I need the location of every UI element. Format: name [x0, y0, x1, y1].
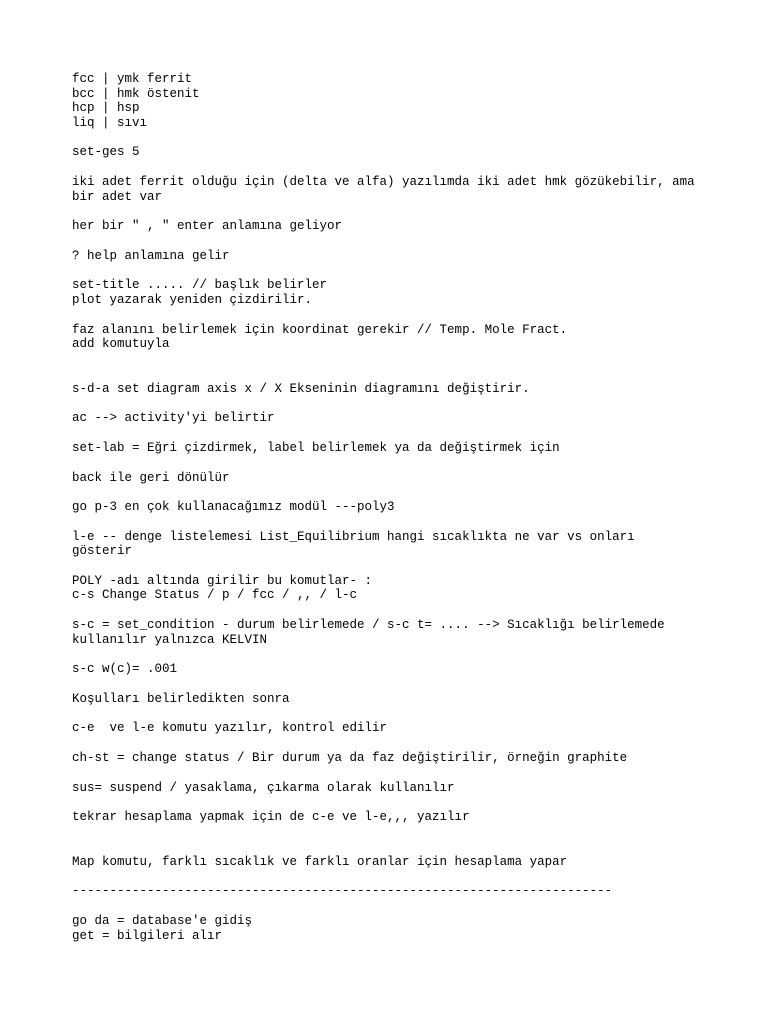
text-line: kullanılır yalnızca KELVIN — [72, 632, 268, 647]
text-line: go da = database'e gidiş — [72, 914, 253, 928]
text-line: gösterir — [72, 544, 133, 559]
text-line: sus= suspend / yasaklama, çıkarma olarak kullanılır — [72, 780, 455, 795]
text-line: iki adet ferrit olduğu için (delta ve alfa) yazılımda iki adet hmk gözükebilir, ama — [72, 174, 695, 189]
paragraph — [72, 471, 712, 486]
text-line: go p-3 en çok kullanacağımız modül ---poly3 — [72, 500, 395, 515]
paragraph — [72, 219, 712, 234]
text-line: fcc | ymk ferrit — [72, 72, 193, 86]
paragraph — [72, 855, 712, 870]
paragraph — [72, 411, 712, 426]
paragraph — [72, 810, 712, 825]
text-line: liq | sıvı — [72, 115, 148, 130]
text-line: tekrar hesaplama yapmak için de c-e ve l-e,,, yazılır — [72, 810, 470, 825]
paragraph — [72, 500, 712, 515]
paragraph — [72, 175, 712, 204]
text-line: s-c w(c)= .001 — [72, 662, 178, 677]
text-line: get = bilgileri alır — [72, 928, 223, 943]
paragraph — [72, 278, 712, 307]
text-line: ac --> activity'yi belirtir — [72, 411, 275, 426]
paragraph — [72, 530, 712, 559]
paragraph — [72, 618, 712, 647]
paragraph — [72, 382, 712, 397]
text-line: plot yazarak yeniden çizdirilir. — [72, 292, 313, 307]
paragraph — [72, 914, 712, 943]
text-line: Map komutu, farklı sıcaklık ve farklı oranlar için hesaplama yapar — [72, 854, 568, 869]
separator-line — [72, 884, 712, 899]
text-line: bir adet var — [72, 189, 163, 204]
text-line: hcp | hsp — [72, 101, 140, 116]
paragraph — [72, 662, 712, 677]
text-line: c-s Change Status / p / fcc / ,, / l-c — [72, 588, 358, 603]
paragraph — [72, 145, 712, 160]
paragraph — [72, 692, 712, 707]
text-line: s-d-a set diagram axis x / X Ekseninin diagramını değiştirir. — [72, 381, 530, 396]
paragraph — [72, 751, 712, 766]
text-line: POLY -adı altında girilir bu komutlar- : — [72, 573, 373, 588]
paragraph — [72, 323, 712, 352]
text-line: set-title ..... // başlık belirler — [72, 278, 328, 293]
text-line: s-c = set_condition - durum belirlemede / s-c t= .... --> Sıcaklığı belirlemede — [72, 618, 665, 633]
text-line: Koşulları belirledikten sonra — [72, 691, 290, 706]
text-line: add komutuyla — [72, 337, 170, 352]
text-line: c-e ve l-e komutu yazılır, kontrol edilir — [72, 721, 388, 736]
document-body — [72, 72, 712, 958]
text-line: l-e -- denge listelemesi List_Equilibrium hangi sıcaklıkta ne var vs onları — [72, 529, 635, 544]
text-line: her bir " , " enter anlamına geliyor — [72, 219, 343, 234]
dashed-divider: ------------------------------------------------------------------------ — [72, 884, 613, 899]
text-line: set-lab = Eğri çizdirmek, label belirlemek ya da değiştirmek için — [72, 440, 560, 455]
text-line: set-ges 5 — [72, 145, 140, 160]
paragraph — [72, 781, 712, 796]
text-line: bcc | hmk östenit — [72, 86, 200, 101]
phase-mapping-block — [72, 72, 712, 130]
paragraph — [72, 441, 712, 456]
paragraph — [72, 249, 712, 264]
paragraph — [72, 721, 712, 736]
paragraph — [72, 574, 712, 603]
text-line: back ile geri dönülür — [72, 470, 230, 485]
text-line: ? help anlamına gelir — [72, 248, 230, 263]
text-line: faz alanını belirlemek için koordinat gerekir // Temp. Mole Fract. — [72, 322, 568, 337]
text-line: ch-st = change status / Bir durum ya da faz değiştirilir, örneğin graphite — [72, 751, 628, 766]
